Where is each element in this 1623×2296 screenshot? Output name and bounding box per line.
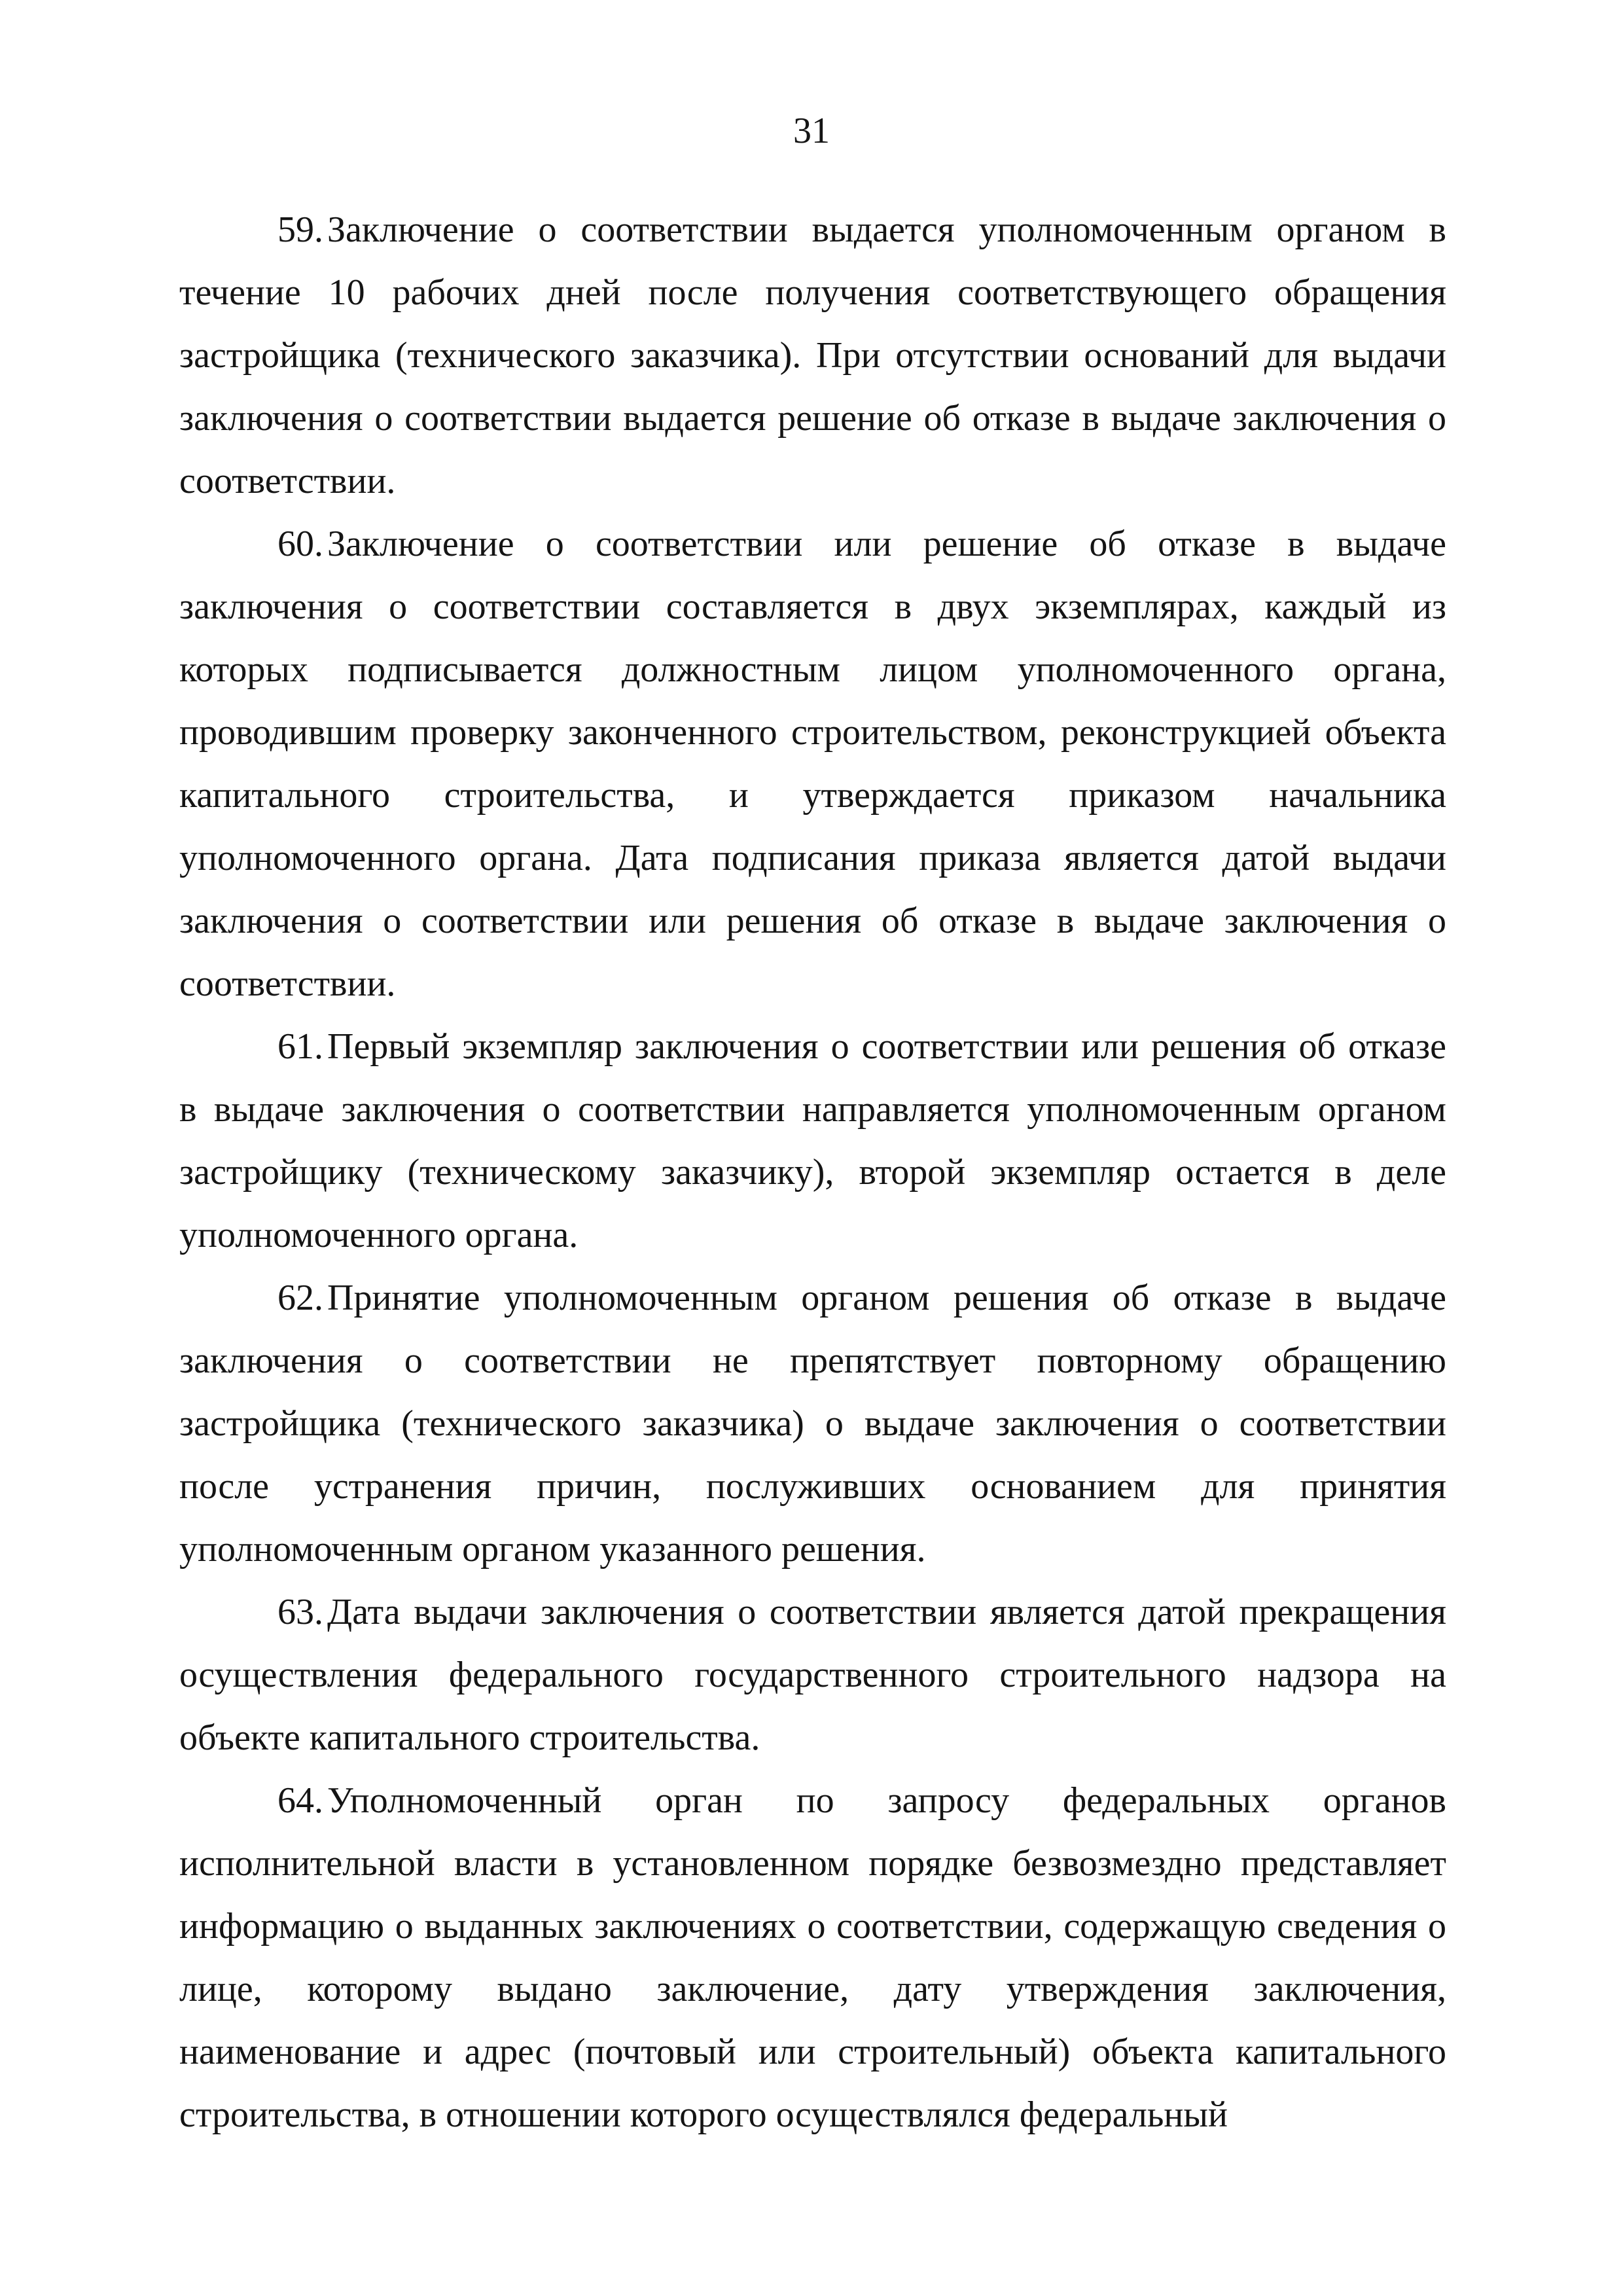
paragraph-62 <box>179 1266 1446 1581</box>
paragraph-60 <box>179 512 1446 1015</box>
paragraph-64 <box>179 1769 1446 2146</box>
paragraph-text: Заключение о соответствии выдается уполномоченным органом в течение 10 рабочих дней после получения соответствующего обращения застройщика (технического заказчика). При отсутствии оснований для выдачи заключения о соответствии выдается решение об отказе в выдаче заключения о соответствии. <box>179 209 1446 501</box>
paragraph-number: 59. <box>277 209 323 250</box>
paragraph-text: Дата выдачи заключения о соответствии является датой прекращения осуществления федерального государственного строительного надзора на объекте капитального строительства. <box>179 1592 1446 1758</box>
paragraph-text: Первый экземпляр заключения о соответствии или решения об отказе в выдаче заключения о соответствии направляется уполномоченным органом застройщику (техническому заказчику), второй экземпляр остается в деле уполномоченного органа. <box>179 1026 1446 1255</box>
paragraph-number: 64. <box>277 1780 323 1821</box>
paragraph-number: 62. <box>277 1278 323 1318</box>
paragraph-61 <box>179 1015 1446 1266</box>
paragraph-number: 63. <box>277 1592 323 1632</box>
paragraph-text: Уполномоченный орган по запросу федеральных органов исполнительной власти в установленном порядке безвозмездно представляет информацию о выданных заключениях о соответствии, содержащую сведения о лице, которому выдано заключение, дату утверждения заключения, наименование и адрес (почтовый или строительный) объекта капитального строительства, в отношении которого осуществлялся федеральный <box>179 1780 1446 2135</box>
page-number: 31 <box>793 111 830 151</box>
paragraph-text: Заключение о соответствии или решение об отказе в выдаче заключения о соответствии составляется в двух экземплярах, каждый из которых подписывается должностным лицом уполномоченного органа, проводившим проверку законченного строительством, реконструкцией объекта капитального строительства, и утверждается приказом начальника уполномоченного органа. Дата подписания приказа является датой выдачи заключения о соответствии или решения об отказе в выдаче заключения о соответствии. <box>179 524 1446 1004</box>
paragraph-number: 61. <box>277 1026 323 1067</box>
paragraph-text: Принятие уполномоченным органом решения об отказе в выдаче заключения о соответствии не препятствует повторному обращению застройщика (технического заказчика) о выдаче заключения о соответствии после устранения причин, послуживших основанием для принятия уполномоченным органом указанного решения. <box>179 1278 1446 1570</box>
document-body <box>179 198 1446 2146</box>
paragraph-63 <box>179 1581 1446 1769</box>
paragraph-number: 60. <box>277 524 323 564</box>
paragraph-59 <box>179 198 1446 512</box>
